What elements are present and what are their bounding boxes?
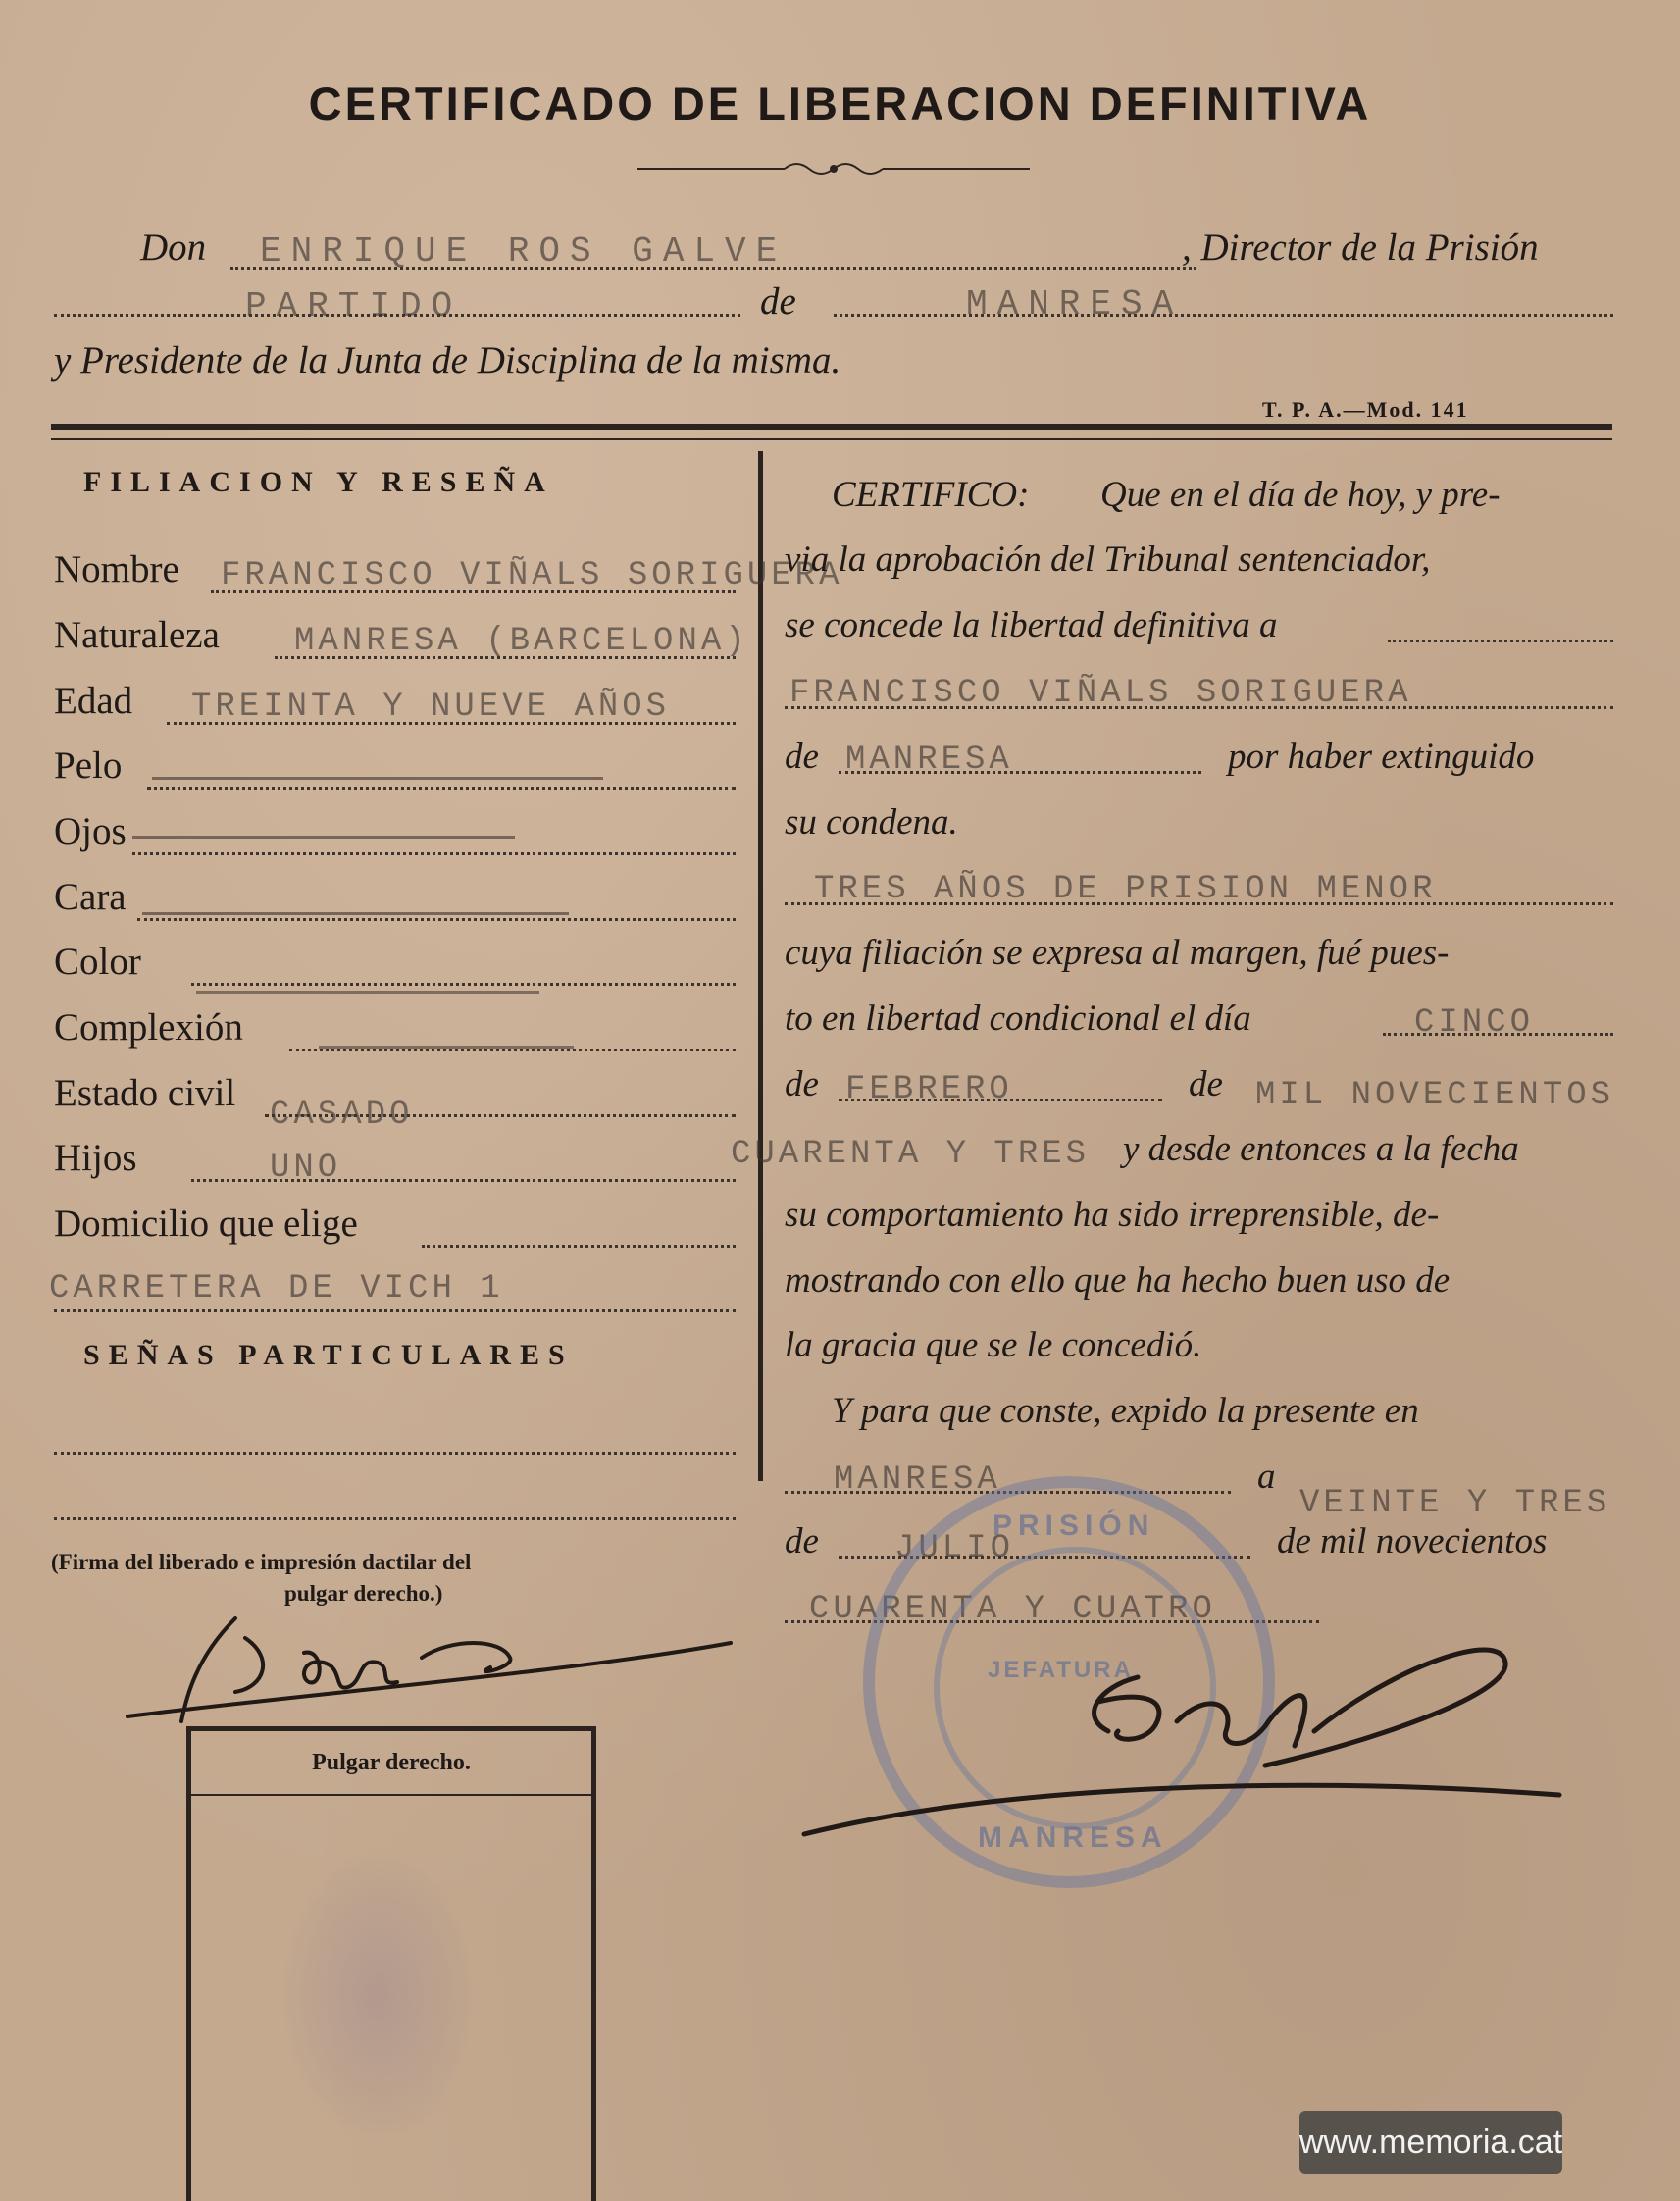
title-ornament (637, 159, 1030, 179)
cert-condena: su condena. (785, 802, 958, 843)
cert-line-conste: Y para que conste, expido la presente en (832, 1391, 1419, 1431)
cert-line-2: via la aprobación del Tribunal sentenciador, (785, 539, 1431, 580)
field-strike-ojos (132, 836, 515, 839)
field-strike-color (196, 991, 539, 994)
issue-day: VEINTE Y TRES (1299, 1485, 1611, 1522)
document-title: CERTIFICADO DE LIBERACION DEFINITIVA (308, 77, 1372, 129)
issue-year: CUARENTA Y CUATRO (809, 1591, 1216, 1628)
cert-line-desde: y desde entonces a la fecha (1123, 1129, 1519, 1169)
field-value-domicilio: CARRETERA DE VICH 1 (49, 1270, 504, 1307)
issue-a-label: a (1257, 1457, 1276, 1497)
cert-cond-month: FEBRERO (845, 1071, 1013, 1108)
field-label-domicilio: Domicilio que elige (54, 1203, 358, 1245)
stamp-top-text: PRISIÓN (993, 1510, 1155, 1542)
cert-line-3-dots (1388, 640, 1613, 642)
thumbprint-mark (280, 1849, 476, 2143)
field-label-cara: Cara (54, 876, 127, 918)
column-divider (758, 451, 763, 1481)
thumbprint-box (186, 1726, 596, 2201)
field-label-complexion: Complexión (54, 1006, 243, 1049)
liberated-signature (127, 1599, 736, 1736)
field-label-estado-civil: Estado civil (54, 1072, 236, 1114)
director-role: , Director de la Prisión (1182, 227, 1539, 269)
signature-note-2: pulgar derecho.) (284, 1581, 443, 1606)
field-value-edad: TREINTA Y NUEVE AÑOS (191, 689, 671, 726)
prison-city: MANRESA (966, 284, 1184, 325)
cert-origin: MANRESA (845, 742, 1013, 779)
field-line-complexion (289, 1049, 736, 1051)
issue-city: MANRESA (834, 1461, 1001, 1499)
prison-type: PARTIDO (245, 286, 463, 327)
cert-line-3: se concede la libertad definitiva a (785, 605, 1278, 645)
cert-de2b: de (1189, 1064, 1223, 1104)
cert-cond-day: CINCO (1414, 1004, 1535, 1042)
cert-sentence: TRES AÑOS DE PRISION MENOR (814, 871, 1437, 908)
stamp-center-text: JEFATURA (988, 1657, 1134, 1683)
issue-de-label: de (785, 1521, 819, 1561)
cert-name: FRANCISCO VIÑALS SORIGUERA (789, 675, 1412, 712)
field-label-pelo: Pelo (54, 744, 123, 787)
cert-cond-year-2: CUARENTA Y TRES (731, 1136, 1091, 1173)
cert-line-mostrando: mostrando con ello que ha hecho buen uso de (785, 1260, 1451, 1301)
field-label-nombre: Nombre (54, 548, 179, 590)
cert-extinguido: por haber extinguido (1228, 737, 1535, 777)
header-rule-thin (51, 438, 1612, 440)
field-line-cara (137, 918, 736, 921)
field-line-color (191, 983, 736, 986)
director-name: ENRIQUE ROS GALVE (260, 231, 788, 272)
field-line-ojos (132, 852, 736, 855)
field-label-edad: Edad (54, 680, 133, 722)
field-label-naturaleza: Naturaleza (54, 614, 220, 656)
field-label-color: Color (54, 941, 141, 983)
signature-note-1: (Firma del liberado e impresión dactilar del (51, 1550, 472, 1574)
field-strike-pelo (152, 777, 603, 780)
field-label-ojos: Ojos (54, 810, 127, 852)
field-value-nombre: FRANCISCO VIÑALS SORIGUERA (221, 557, 843, 594)
thumb-label: Pulgar derecho. (191, 1731, 591, 1796)
director-signature (804, 1638, 1569, 1854)
filiacion-heading: FILIACION Y RESEÑA (83, 466, 554, 498)
senas-heading: SEÑAS PARTICULARES (83, 1339, 574, 1371)
field-strike-cara (142, 912, 569, 915)
cert-line-gracia: la gracia que se le concedió. (785, 1325, 1202, 1365)
stamp-bottom-text: MANRESA (978, 1821, 1168, 1854)
cert-line-cuya: cuya filiación se expresa al margen, fué pues- (785, 933, 1450, 973)
field-value-hijos: UNO (270, 1150, 342, 1187)
de-label: de (760, 281, 796, 323)
senas-line-1 (54, 1452, 736, 1455)
don-label: Don (140, 227, 207, 269)
field-value-naturaleza: MANRESA (BARCELONA) (294, 623, 749, 660)
certifico-label: CERTIFICO: (832, 475, 1030, 515)
cert-cond-year-1: MIL NOVECIENTOS (1255, 1077, 1615, 1114)
cert-line-comport: su comportamiento ha sido irreprensible, de- (785, 1195, 1440, 1235)
field-line-pelo (147, 787, 736, 790)
cert-de-label: de (785, 737, 819, 777)
field-value-estado-civil: CASADO (270, 1097, 414, 1134)
president-line: y Presidente de la Junta de Disciplina de la misma. (54, 339, 841, 382)
cert-line-libertad: to en libertad condicional el día (785, 998, 1251, 1039)
prison-city-line (834, 314, 1613, 317)
senas-line-2 (54, 1517, 736, 1520)
model-code: T. P. A.—Mod. 141 (1262, 397, 1469, 422)
cert-line-1: Que en el día de hoy, y pre- (1100, 475, 1501, 515)
field-line-domicilio (422, 1245, 736, 1248)
header-rule-thick (51, 424, 1612, 430)
cert-de2: de (785, 1064, 819, 1104)
field-line-domicilio-2 (54, 1309, 736, 1312)
issue-mil: de mil novecientos (1277, 1521, 1548, 1561)
issue-month: JULIO (894, 1530, 1015, 1567)
field-strike-complexion (319, 1046, 574, 1049)
field-label-hijos: Hijos (54, 1137, 137, 1179)
source-watermark: www.memoria.cat (1299, 2111, 1562, 2174)
